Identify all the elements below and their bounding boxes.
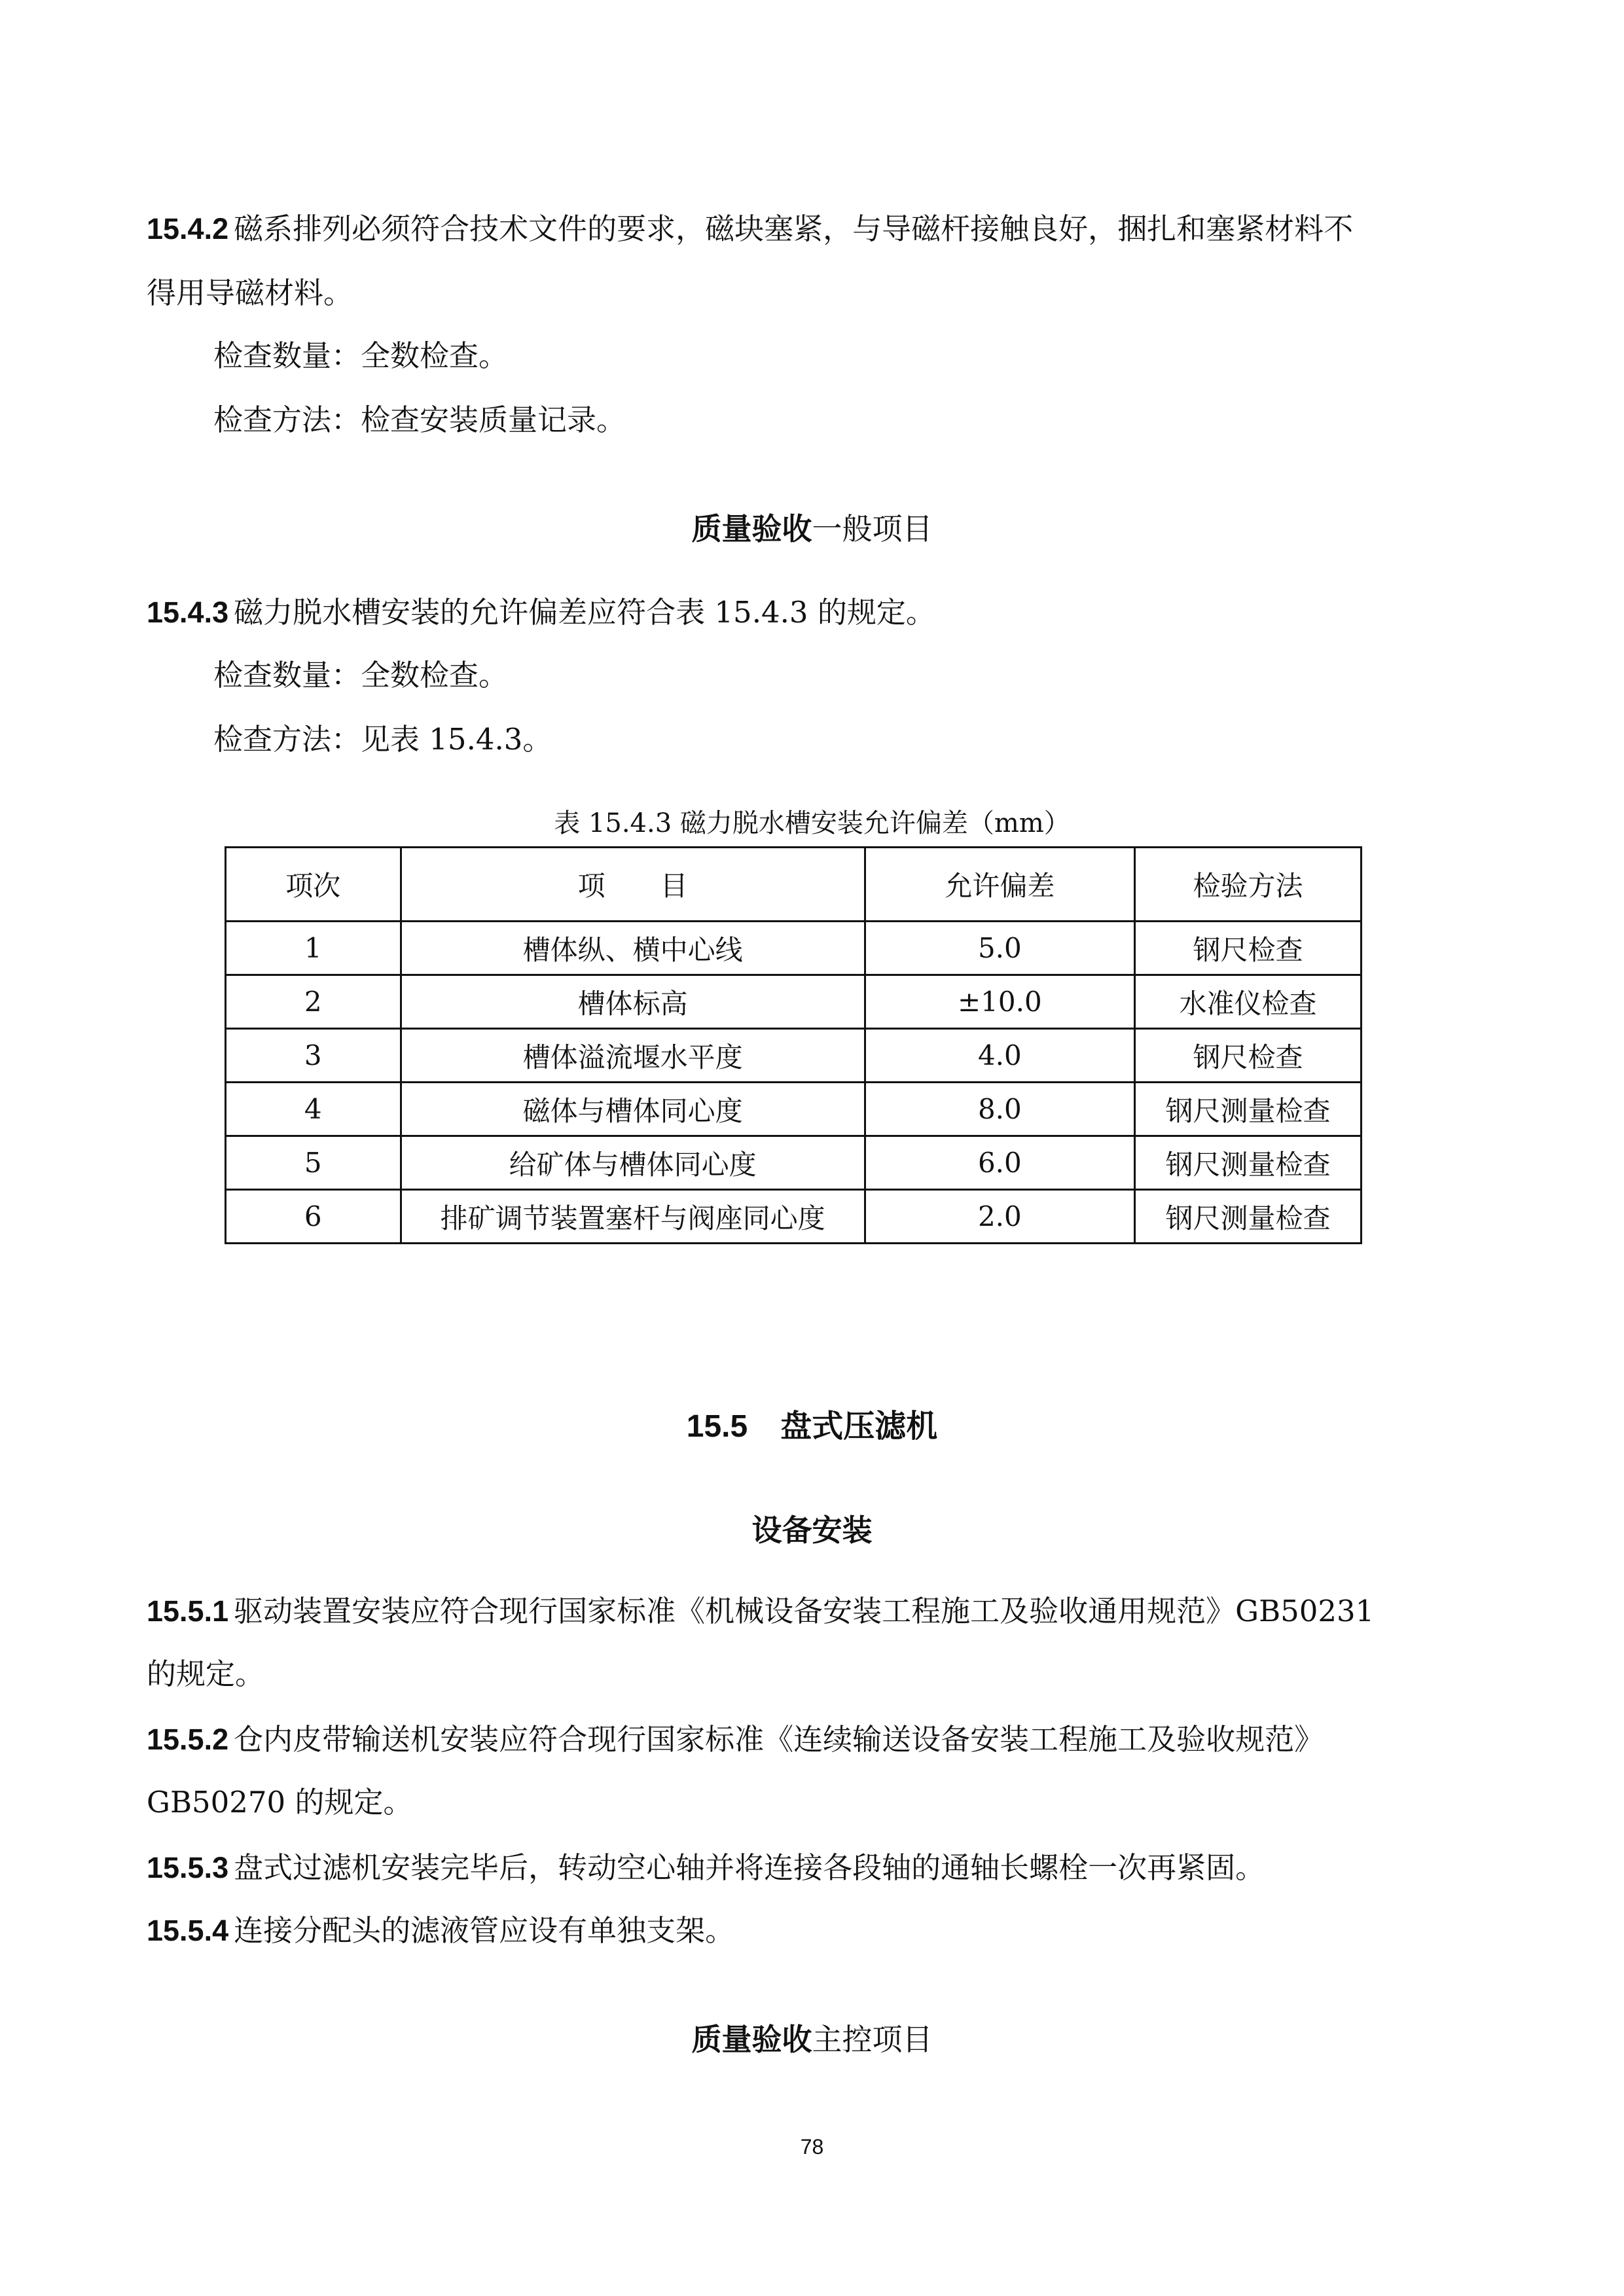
table-cell: 钢尺测量检查 xyxy=(1134,1190,1361,1244)
clause-15-5-1-line1 xyxy=(147,1579,1482,1644)
header-cell: 项 目 xyxy=(401,848,865,922)
clause-text: 仓内皮带输送机安装应符合现行国家标准《连续输送设备安装工程施工及验收规范》 xyxy=(234,1722,1324,1757)
heading-rest-part: 一般项目 xyxy=(812,511,933,547)
table-caption: 表 15.4.3 磁力脱水槽安装允许偏差（mm） xyxy=(554,808,1070,838)
heading-quality-general xyxy=(0,505,1624,548)
table-cell: 槽体纵、横中心线 xyxy=(401,922,865,975)
heading-bold-part: 质量验收 xyxy=(691,511,812,547)
check-method: 检查方法：见表 15.4.3。 xyxy=(213,722,552,757)
clause-15-4-2-line1 xyxy=(147,196,1482,262)
table-cell: 水准仪检查 xyxy=(1134,975,1361,1029)
table-cell: 磁体与槽体同心度 xyxy=(401,1083,865,1136)
table-row xyxy=(226,1190,1362,1244)
clause-text: 磁系排列必须符合技术文件的要求，磁块塞紧，与导磁杆接触良好，捆扎和塞紧材料不 xyxy=(234,211,1354,246)
clause-15-4-2-line2: 得用导磁材料。 xyxy=(147,276,353,310)
clause-15-4-3 xyxy=(147,580,1482,645)
clause-15-5-3 xyxy=(147,1835,1482,1901)
tolerance-table xyxy=(225,846,1362,1244)
clause-15-5-1-line2: 的规定。 xyxy=(147,1657,265,1691)
table-row xyxy=(226,922,1362,975)
clause-text: 盘式过滤机安装完毕后，转动空心轴并将连接各段轴的通轴长螺栓一次再紧固。 xyxy=(234,1850,1265,1885)
table-cell: 5 xyxy=(226,1136,401,1190)
table-cell: 槽体标高 xyxy=(401,975,865,1029)
table-cell: 给矿体与槽体同心度 xyxy=(401,1136,865,1190)
check-method: 检查方法：检查安装质量记录。 xyxy=(213,403,626,437)
table-cell: 1 xyxy=(226,922,401,975)
table-header-row xyxy=(226,848,1362,922)
check-quantity: 检查数量：全数检查。 xyxy=(213,658,509,692)
clause-number: 15.4.3 xyxy=(147,596,229,629)
heading-rest-part: 主控项目 xyxy=(812,2022,933,2057)
header-cell: 允许偏差 xyxy=(865,848,1134,922)
table-cell: 排矿调节装置塞杆与阀座同心度 xyxy=(401,1190,865,1244)
heading-equipment-install xyxy=(0,1507,1624,1550)
table-cell: 钢尺检查 xyxy=(1134,922,1361,975)
section-name: 盘式压滤机 xyxy=(780,1408,938,1444)
table-cell: 钢尺测量检查 xyxy=(1134,1083,1361,1136)
clause-text: 连接分配头的滤液管应设有单独支架。 xyxy=(234,1913,735,1948)
table-cell: 2.0 xyxy=(865,1190,1134,1244)
clause-number: 15.5.2 xyxy=(147,1723,229,1756)
table-cell: 钢尺测量检查 xyxy=(1134,1136,1361,1190)
heading-bold-part: 质量验收 xyxy=(691,2022,812,2057)
clause-15-5-2-line1 xyxy=(147,1707,1482,1772)
heading-text: 设备安装 xyxy=(751,1513,873,1548)
table-cell: 3 xyxy=(226,1029,401,1083)
table-cell: 8.0 xyxy=(865,1083,1134,1136)
table-cell: 4.0 xyxy=(865,1029,1134,1083)
section-title xyxy=(0,1401,1624,1446)
table-row xyxy=(226,1083,1362,1136)
clause-text: 磁力脱水槽安装的允许偏差应符合表 15.4.3 的规定。 xyxy=(234,595,935,630)
table-cell: 槽体溢流堰水平度 xyxy=(401,1029,865,1083)
table-row xyxy=(226,975,1362,1029)
clause-number: 15.5.1 xyxy=(147,1594,229,1628)
table-cell: 5.0 xyxy=(865,922,1134,975)
heading-quality-main xyxy=(0,2016,1624,2059)
table-cell: 2 xyxy=(226,975,401,1029)
page-number: 78 xyxy=(800,2135,824,2159)
table-cell: 6.0 xyxy=(865,1136,1134,1190)
clause-text: 驱动装置安装应符合现行国家标准《机械设备安装工程施工及验收通用规范》GB50231 xyxy=(234,1594,1375,1628)
check-quantity: 检查数量：全数检查。 xyxy=(213,338,509,373)
table-cell: 钢尺检查 xyxy=(1134,1029,1361,1083)
clause-number: 15.5.4 xyxy=(147,1914,229,1947)
table-cell: 6 xyxy=(226,1190,401,1244)
clause-15-5-2-line2: GB50270 的规定。 xyxy=(147,1785,413,1820)
table-cell: 4 xyxy=(226,1083,401,1136)
section-number: 15.5 xyxy=(686,1409,748,1444)
header-cell: 检验方法 xyxy=(1134,848,1361,922)
clause-number: 15.4.2 xyxy=(147,212,229,245)
table-row xyxy=(226,1136,1362,1190)
table-row xyxy=(226,1029,1362,1083)
clause-15-5-4 xyxy=(147,1898,1482,1964)
clause-number: 15.5.3 xyxy=(147,1851,229,1884)
table-cell: ±10.0 xyxy=(865,975,1134,1029)
header-cell: 项次 xyxy=(226,848,401,922)
